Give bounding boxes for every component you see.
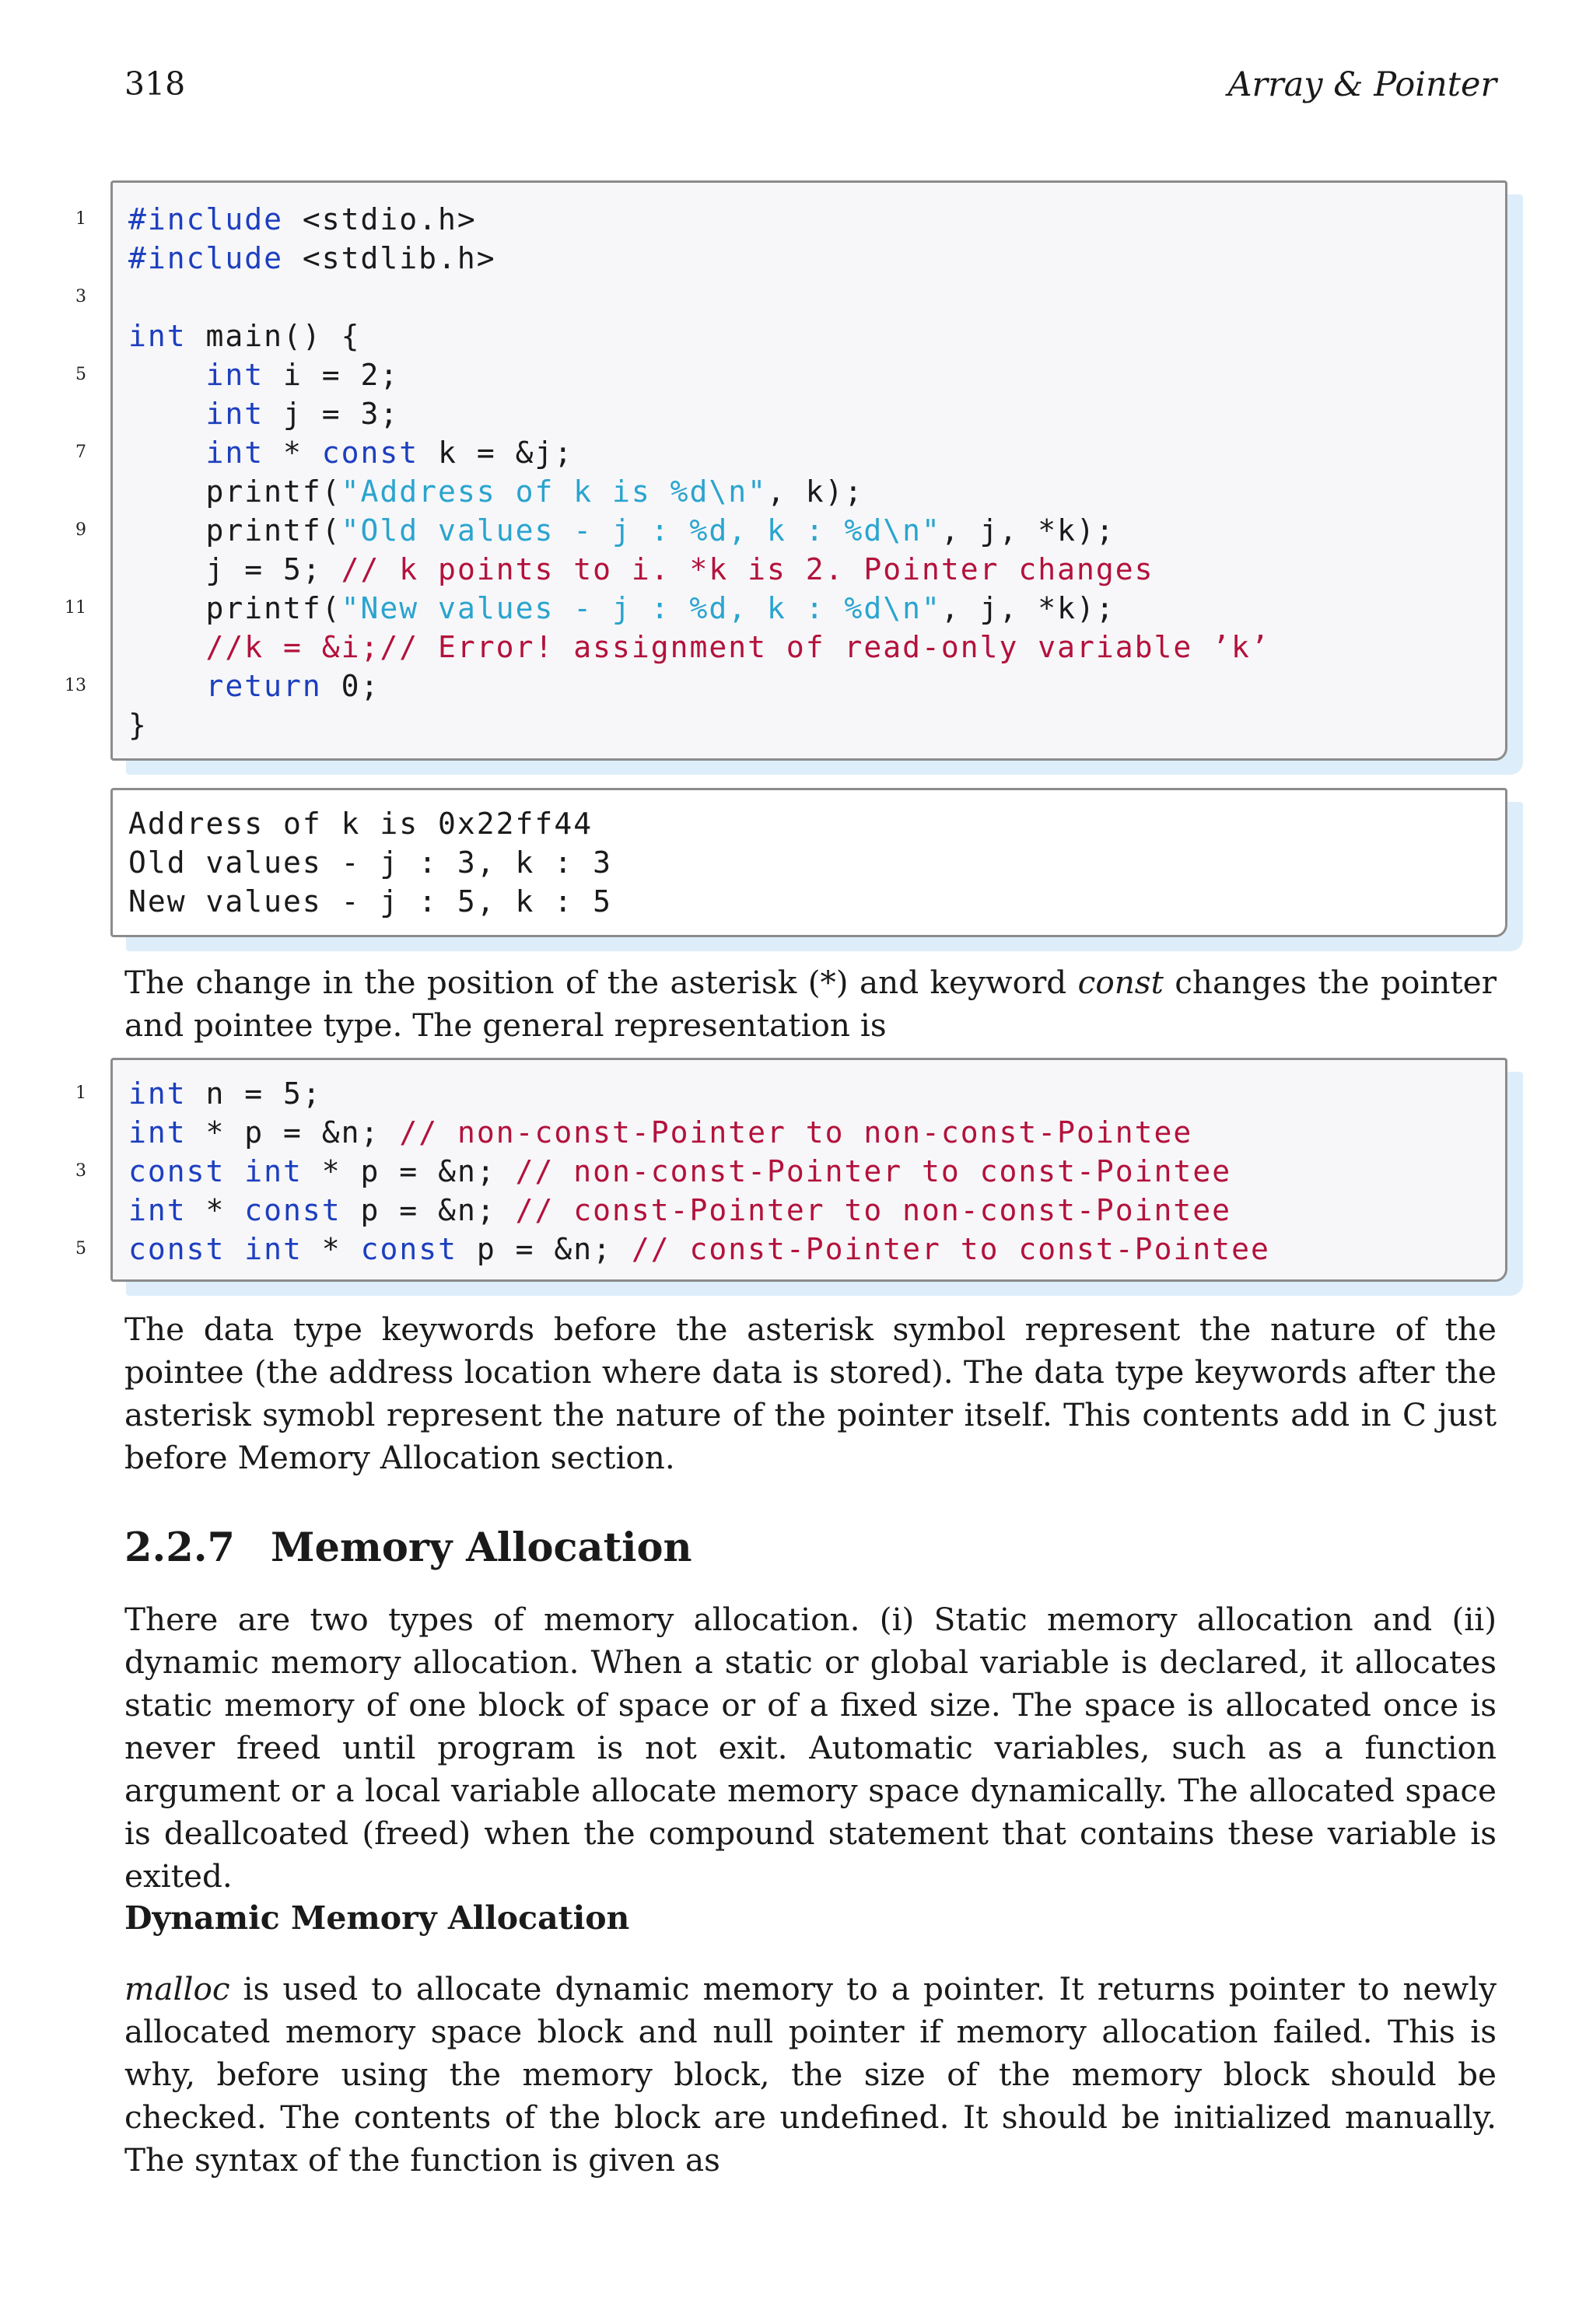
code-text: Address of k is 0x22ff44 — [128, 807, 593, 841]
code-line — [75, 1074, 1505, 1113]
code-line — [113, 843, 1505, 882]
para-text: is used to allocate dynamic memory to a pointer. It returns pointer to newly allocated memory space block and null pointer if memory allocation failed. This is why, before using the memory block, the size of the memory block should be checked. The contents of the block are undefined. It should be initialized manually. The syntax of the function is given as — [124, 1970, 1497, 2179]
code-string: "Address of k is %d\n" — [341, 474, 767, 509]
program-output-box — [110, 788, 1507, 937]
code-text: p = &n; — [341, 1193, 516, 1227]
code-keyword: const — [244, 1193, 341, 1227]
code-text: , j, *k); — [940, 513, 1115, 548]
paragraph-const-position — [124, 961, 1497, 1047]
section-title-text: Memory Allocation — [271, 1524, 692, 1571]
code-line — [113, 1191, 1505, 1230]
code-comment: // const-Pointer to non-const-Pointee — [515, 1193, 1232, 1227]
code-text: * — [302, 1232, 361, 1266]
code-keyword: #include — [128, 241, 284, 275]
line-number: 1 — [75, 1083, 86, 1103]
code-text — [128, 630, 206, 664]
code-text: main() { — [186, 319, 361, 353]
line-number: 13 — [65, 676, 86, 695]
code-text: i = 2; — [264, 358, 400, 392]
code-text: * — [186, 1193, 245, 1227]
code-comment: // const-Pointer to const-Pointee — [631, 1232, 1270, 1266]
code-text: * — [264, 436, 322, 470]
code-text: 0; — [321, 669, 380, 703]
subsection-heading: Dynamic Memory Allocation — [124, 1899, 630, 1937]
code-line — [75, 1152, 1505, 1191]
line-number: 1 — [75, 209, 86, 229]
para-italic-malloc: malloc — [124, 1970, 230, 2007]
code-line — [113, 550, 1505, 589]
code-line — [75, 1230, 1505, 1269]
page-number: 318 — [124, 65, 186, 103]
code-text: Old values - j : 3, k : 3 — [128, 845, 612, 880]
code-keyword: int — [205, 358, 264, 392]
section-heading — [124, 1524, 692, 1571]
code-comment: // non-const-Pointer to const-Pointee — [515, 1154, 1232, 1188]
code-keyword: return — [205, 669, 322, 703]
code-text — [128, 436, 206, 470]
code-line — [113, 394, 1505, 433]
code-line — [113, 317, 1505, 355]
code-keyword: int — [244, 1154, 303, 1188]
code-line — [75, 433, 1505, 472]
code-keyword: const — [128, 1154, 226, 1188]
code-line — [75, 278, 1505, 317]
code-listing-main-body — [65, 200, 1505, 744]
code-text: j = 5; — [128, 552, 341, 586]
code-text — [225, 1232, 244, 1266]
code-text: , k); — [767, 474, 864, 509]
code-keyword: #include — [128, 202, 284, 236]
line-number: 11 — [65, 598, 86, 618]
code-text: } — [128, 708, 148, 742]
line-number: 5 — [75, 365, 86, 384]
code-text: * p = &n; — [186, 1115, 400, 1150]
code-keyword: const — [360, 1232, 457, 1266]
code-line — [113, 882, 1505, 921]
section-number: 2.2.7 — [124, 1524, 235, 1571]
code-comment: // non-const-Pointer to non-const-Pointee — [399, 1115, 1193, 1150]
code-line — [75, 511, 1505, 550]
line-number: 9 — [75, 520, 86, 540]
code-text: , j, *k); — [940, 591, 1115, 625]
code-line — [75, 200, 1505, 239]
code-listing-pointer-types-body — [75, 1074, 1505, 1269]
code-line — [113, 628, 1505, 667]
code-line — [113, 1113, 1505, 1152]
code-text — [128, 397, 206, 431]
code-line — [113, 472, 1505, 511]
paragraph-malloc-description — [124, 1968, 1497, 2182]
para-text: changes the pointer and pointee type. The general representation is — [124, 964, 1497, 1044]
code-text — [225, 1154, 244, 1188]
paragraph-memory-allocation-types: There are two types of memory allocation. (i) Static memory allocation and (ii) dynamic memory allocation. When a static or global variable is declared, it allocates static memory of one block of space or of a fixed size. The space is allocated once is never freed until program is not exit. Automatic variables, such as a function argument or a local variable allocate memory space dynamically. The allocated space is deallcoated (freed) when the compound statement that contains these variable is exited. — [124, 1601, 1497, 1895]
line-number: 3 — [75, 1161, 86, 1181]
code-text — [128, 669, 206, 703]
code-text: <stdio.h> — [283, 202, 477, 236]
code-line — [65, 589, 1505, 628]
code-listing-pointer-types — [75, 1058, 1507, 1282]
code-keyword: int — [205, 397, 264, 431]
para-text: The change in the position of the asterisk (*) and keyword — [124, 964, 1078, 1001]
code-comment: // k points to i. *k is 2. Pointer changes — [341, 552, 1154, 586]
paragraph-keywords-explanation: The data type keywords before the asterisk symbol represent the nature of the pointee (the address location where data is stored). The data type keywords after the asterisk symobl represent the nature of the pointer itself. This contents add in C just before Memory Allocation section. — [124, 1311, 1497, 1476]
running-title: Array & Pointer — [1227, 65, 1497, 104]
line-number: 5 — [75, 1239, 86, 1258]
code-text — [128, 358, 206, 392]
code-keyword: int — [128, 1076, 187, 1111]
page-header — [124, 65, 1497, 112]
code-line — [75, 355, 1505, 394]
code-comment: //k = &i;// Error! assignment of read-only variable ’k’ — [205, 630, 1270, 664]
code-keyword: int — [244, 1232, 303, 1266]
para-italic-const: const — [1077, 964, 1164, 1001]
code-string: "New values - j : %d, k : %d\n" — [341, 591, 941, 625]
code-text: printf( — [128, 513, 341, 548]
code-keyword: int — [205, 436, 264, 470]
code-line — [113, 705, 1505, 744]
code-line — [65, 667, 1505, 705]
code-line — [113, 239, 1505, 278]
code-text: * p = &n; — [302, 1154, 516, 1188]
code-text: n = 5; — [186, 1076, 322, 1111]
line-number: 3 — [75, 287, 86, 306]
code-keyword: int — [128, 1193, 187, 1227]
code-text: New values - j : 5, k : 5 — [128, 884, 612, 919]
code-keyword: const — [128, 1232, 226, 1266]
code-text: k = &j; — [418, 436, 574, 470]
code-text: printf( — [128, 474, 341, 509]
code-listing-main — [65, 180, 1507, 761]
program-output-body — [113, 804, 1505, 921]
code-keyword: const — [321, 436, 419, 470]
code-keyword: int — [128, 319, 187, 353]
code-line — [113, 804, 1505, 843]
code-text: printf( — [128, 591, 341, 625]
code-text: p = &n; — [457, 1232, 632, 1266]
code-text: j = 3; — [264, 397, 400, 431]
code-text: <stdlib.h> — [283, 241, 496, 275]
code-string: "Old values - j : %d, k : %d\n" — [341, 513, 941, 548]
line-number: 7 — [75, 443, 86, 462]
code-keyword: int — [128, 1115, 187, 1150]
